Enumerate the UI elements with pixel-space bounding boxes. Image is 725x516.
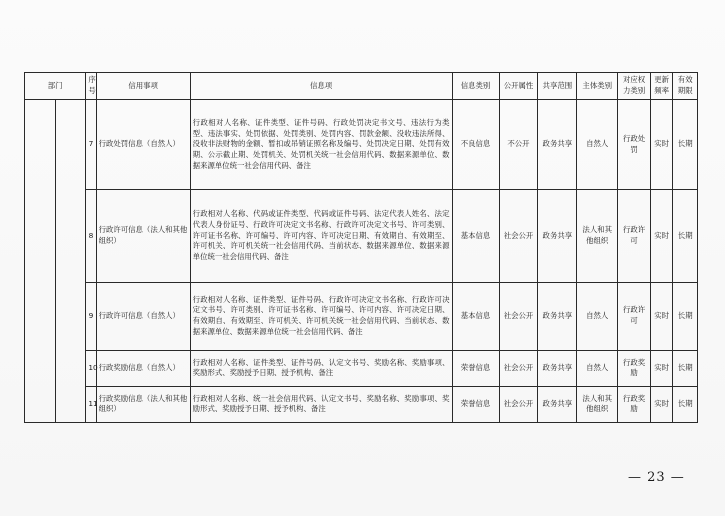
header-dept: 部门 bbox=[25, 73, 86, 100]
subject-type-cell: 法人和其他组织 bbox=[577, 386, 618, 422]
subject-type-cell: 自然人 bbox=[577, 350, 618, 386]
public-attr-cell: 社会公开 bbox=[499, 350, 538, 386]
power-type-cell: 行政许可 bbox=[618, 282, 651, 350]
share-scope-cell: 政务共享 bbox=[538, 282, 577, 350]
share-scope-cell: 政务共享 bbox=[538, 350, 577, 386]
public-attr-cell: 社会公开 bbox=[499, 282, 538, 350]
share-scope-cell: 政务共享 bbox=[538, 386, 577, 422]
subject-type-cell: 自然人 bbox=[577, 100, 618, 190]
share-scope-cell: 政务共享 bbox=[538, 100, 577, 190]
valid-period-cell: 长期 bbox=[673, 350, 698, 386]
seq-cell: 7 bbox=[86, 100, 96, 190]
update-freq-cell: 实时 bbox=[650, 386, 673, 422]
share-scope-cell: 政务共享 bbox=[538, 190, 577, 282]
power-type-cell: 行政奖励 bbox=[618, 386, 651, 422]
info-items-cell: 行政相对人名称、统一社会信用代码、认定文书号、奖励名称、奖励事项、奖励形式、奖励授予日期、授予机构、备注 bbox=[190, 386, 452, 422]
credit-item-cell: 行政奖励信息（法人和其他组织） bbox=[96, 386, 190, 422]
table-row bbox=[25, 386, 698, 422]
header-row bbox=[25, 73, 698, 100]
info-items-cell: 行政相对人名称、证件类型、证件号码、行政处罚决定书文号、违法行为类型、违法事实、处罚依据、处罚类别、处罚内容、罚款金额、没收违法所得、没收非法财物的金额、暂扣或吊销证照名称及编号、处罚决定日期、处罚有效期、公示截止期、处罚机关、处罚机关统一社会信用代码、数据来源单位、数据来源单位统一社会信用代码、备注 bbox=[190, 100, 452, 190]
header-valid-period: 有效期限 bbox=[673, 73, 698, 100]
valid-period-cell: 长期 bbox=[673, 100, 698, 190]
info-items-cell: 行政相对人名称、证件类型、证件号码、行政许可决定文书名称、行政许可决定文书号、许可类别、许可证书名称、许可编号、许可内容、许可决定日期、有效期自、有效期至、许可机关、许可机关统一社会信用代码、当前状态、数据来源单位、数据来源单位统一社会信用代码、备注 bbox=[190, 282, 452, 350]
header-update-freq: 更新频率 bbox=[650, 73, 673, 100]
info-category-cell: 基本信息 bbox=[452, 190, 499, 282]
valid-period-cell: 长期 bbox=[673, 282, 698, 350]
header-subject-type: 主体类别 bbox=[577, 73, 618, 100]
table-row bbox=[25, 100, 698, 190]
subject-type-cell: 法人和其他组织 bbox=[577, 190, 618, 282]
valid-period-cell: 长期 bbox=[673, 190, 698, 282]
info-items-cell: 行政相对人名称、证件类型、证件号码、认定文书号、奖励名称、奖励事项、奖励形式、奖励授予日期、授予机构、备注 bbox=[190, 350, 452, 386]
info-category-cell: 基本信息 bbox=[452, 282, 499, 350]
credit-info-table bbox=[24, 72, 698, 423]
credit-item-cell: 行政许可信息（法人和其他组织） bbox=[96, 190, 190, 282]
power-type-cell: 行政处罚 bbox=[618, 100, 651, 190]
seq-cell: 11 bbox=[86, 386, 96, 422]
header-credit-item: 信用事项 bbox=[96, 73, 190, 100]
header-info-items: 信息项 bbox=[190, 73, 452, 100]
header-seq: 序号 bbox=[86, 73, 96, 100]
dept-cell bbox=[25, 100, 86, 423]
credit-item-cell: 行政奖励信息（自然人） bbox=[96, 350, 190, 386]
info-category-cell: 荣誉信息 bbox=[452, 386, 499, 422]
page-number: — 23 — bbox=[628, 470, 685, 485]
valid-period-cell: 长期 bbox=[673, 386, 698, 422]
info-category-cell: 荣誉信息 bbox=[452, 350, 499, 386]
public-attr-cell: 社会公开 bbox=[499, 190, 538, 282]
credit-item-cell: 行政处罚信息（自然人） bbox=[96, 100, 190, 190]
header-public-attr: 公开属性 bbox=[499, 73, 538, 100]
public-attr-cell: 不公开 bbox=[499, 100, 538, 190]
table-row bbox=[25, 190, 698, 282]
header-power-type: 对应权力类别 bbox=[618, 73, 651, 100]
power-type-cell: 行政奖励 bbox=[618, 350, 651, 386]
info-items-cell: 行政相对人名称、代码或证件类型、代码或证件号码、法定代表人姓名、法定代表人身份证号、行政许可决定文书名称、行政许可决定文书号、许可类别、许可证书名称、许可编号、许可内容、许可决定日期、有效期自、有效期至、许可机关、许可机关统一社会信用代码、当前状态、数据来源单位、数据来源单位统一社会信用代码、备注 bbox=[190, 190, 452, 282]
header-info-category: 信息类别 bbox=[452, 73, 499, 100]
public-attr-cell: 社会公开 bbox=[499, 386, 538, 422]
table-row bbox=[25, 350, 698, 386]
seq-cell: 10 bbox=[86, 350, 96, 386]
info-category-cell: 不良信息 bbox=[452, 100, 499, 190]
seq-cell: 9 bbox=[86, 282, 96, 350]
credit-item-cell: 行政许可信息（自然人） bbox=[96, 282, 190, 350]
subject-type-cell: 自然人 bbox=[577, 282, 618, 350]
update-freq-cell: 实时 bbox=[650, 190, 673, 282]
update-freq-cell: 实时 bbox=[650, 350, 673, 386]
seq-cell: 8 bbox=[86, 190, 96, 282]
header-share-scope: 共享范围 bbox=[538, 73, 577, 100]
power-type-cell: 行政许可 bbox=[618, 190, 651, 282]
update-freq-cell: 实时 bbox=[650, 282, 673, 350]
update-freq-cell: 实时 bbox=[650, 100, 673, 190]
table-row bbox=[25, 282, 698, 350]
